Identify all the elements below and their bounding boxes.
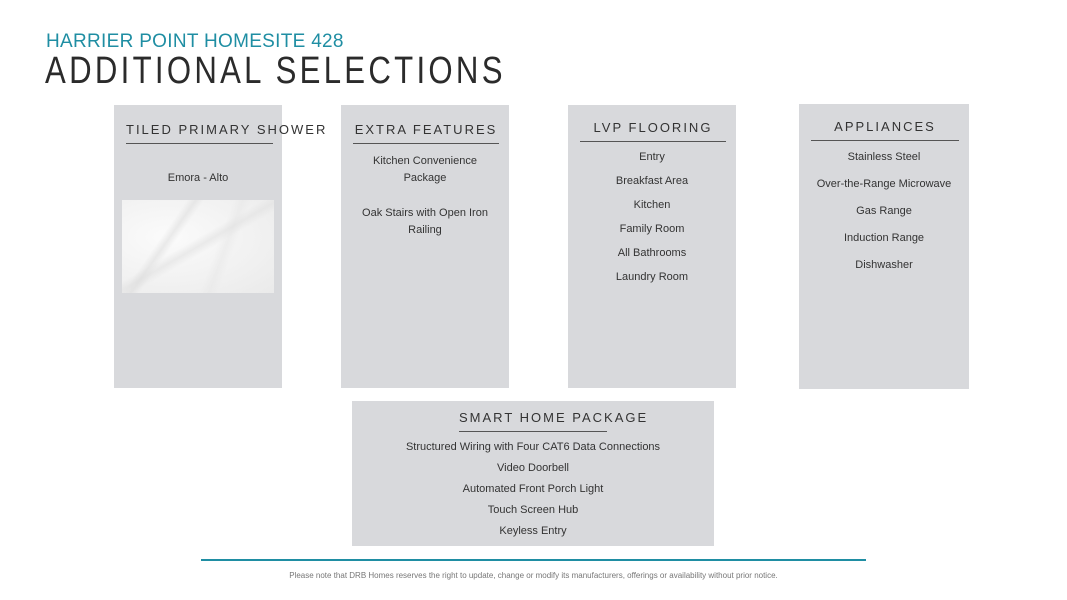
list-item: Stainless Steel <box>847 151 921 163</box>
list-item: Gas Range <box>856 205 912 217</box>
list-item: Induction Range <box>843 232 925 244</box>
page-subtitle: HARRIER POINT HOMESITE 428 <box>46 31 344 52</box>
card-heading: EXTRA FEATURES <box>353 122 499 144</box>
page-title: ADDITIONAL SELECTIONS <box>45 50 506 92</box>
card-extra-features <box>341 105 509 388</box>
card-lvp-flooring <box>568 105 736 388</box>
card-heading: APPLIANCES <box>811 119 959 141</box>
list-item: All Bathrooms <box>617 247 687 259</box>
list-item: Kitchen Convenience Package <box>373 155 477 184</box>
card-tiled-primary-shower <box>114 105 328 388</box>
card-heading: LVP FLOORING <box>580 120 726 142</box>
list-item: Touch Screen Hub <box>487 504 579 516</box>
list-item: Kitchen <box>633 199 671 211</box>
card-heading: TILED PRIMARY SHOWER <box>126 122 273 144</box>
list-item: Keyless Entry <box>499 525 567 537</box>
list-item: Automated Front Porch Light <box>462 483 604 495</box>
list-item: Breakfast Area <box>615 175 689 187</box>
list-item: Video Doorbell <box>497 462 569 474</box>
list-item: Entry <box>639 151 665 163</box>
card-smart-home-package <box>352 401 714 546</box>
marble-tile-swatch-image <box>122 200 274 293</box>
list-item: Oak Stairs with Open Iron Railing <box>362 207 488 236</box>
card-heading: SMART HOME PACKAGE <box>459 410 607 432</box>
list-item: Dishwasher <box>855 259 913 271</box>
list-item: Over-the-Range Microwave <box>816 178 952 190</box>
shower-tile-name: Emora - Alto <box>167 172 229 184</box>
footer-disclaimer: Please note that DRB Homes reserves the right to update, change or modify its manufacturers, offerings or availability without prior notice. <box>289 571 778 580</box>
card-appliances <box>799 104 969 389</box>
list-item: Laundry Room <box>615 271 689 283</box>
footer-divider <box>201 559 866 561</box>
list-item: Family Room <box>619 223 685 235</box>
list-item: Structured Wiring with Four CAT6 Data Connections <box>405 441 661 453</box>
